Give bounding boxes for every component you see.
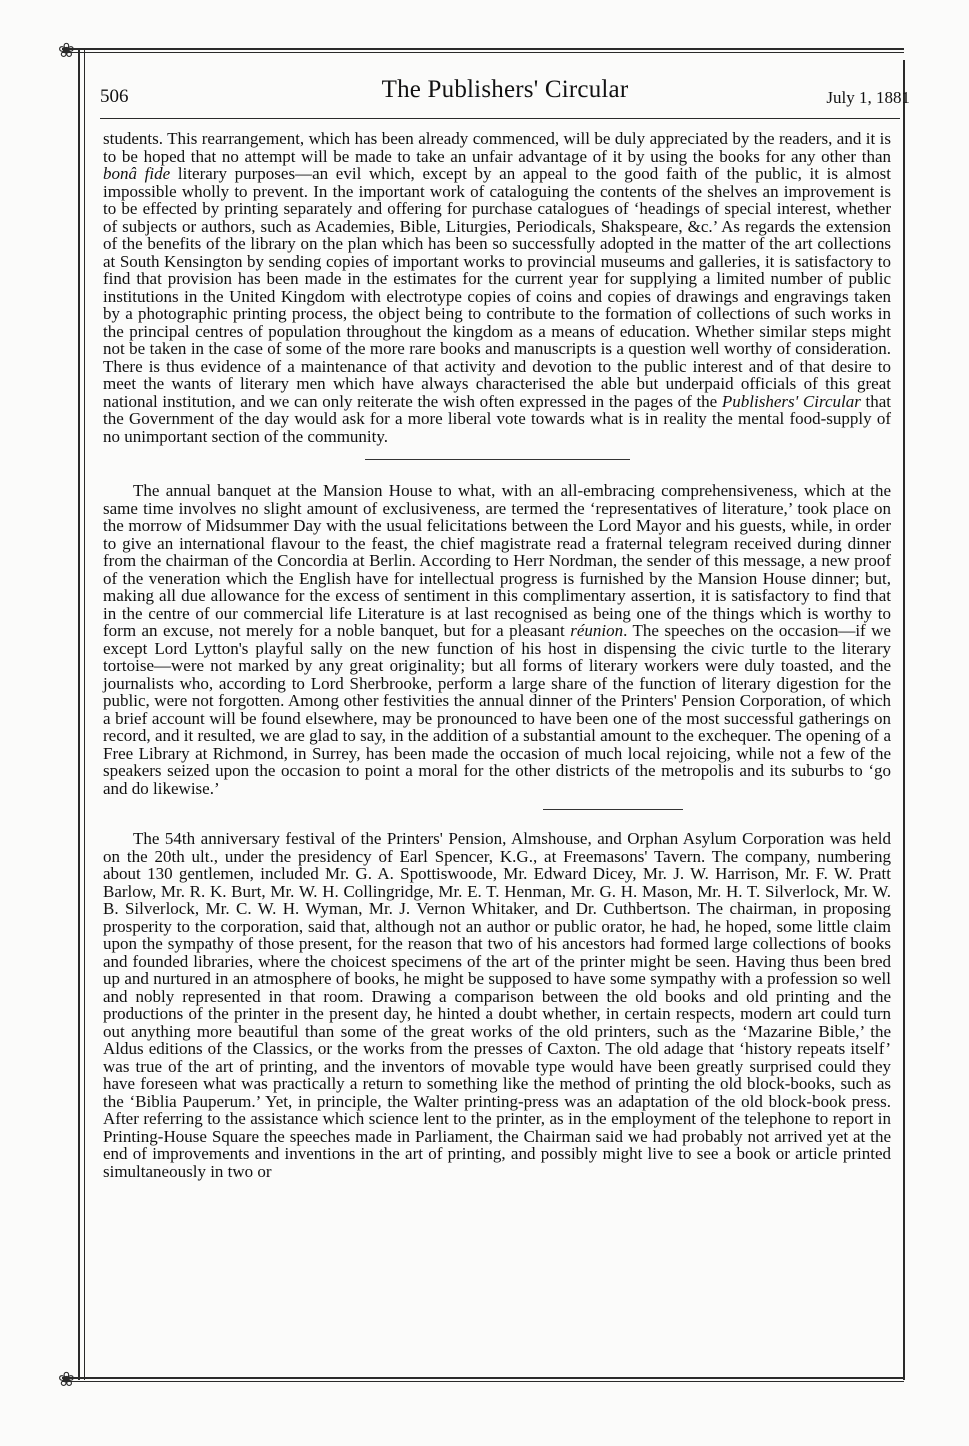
section-divider <box>365 459 630 460</box>
corner-ornament-icon: ❀ <box>58 1367 75 1391</box>
running-header <box>100 74 910 114</box>
top-border-rule <box>62 48 904 50</box>
bottom-border-rule <box>62 1377 904 1379</box>
italic-phrase: bonâ fide <box>103 164 171 183</box>
top-border-rule-thin <box>62 52 904 53</box>
section-divider <box>543 809 683 810</box>
article-paragraph: The 54th anniversary festival of the Printers' Pension, Almshouse, and Orphan Asylum Corporation was held on the 20th ult., under the presidency of Earl Spencer, K.G., at Freemasons' Tavern. The company, numbering about 130 gentlemen, included Mr. G. A. Spottiswoode, Mr. Edward Dicey, Mr. J. W. Harrison, Mr. F. W. Pratt Barlow, Mr. R. K. Burt, Mr. W. H. Collingridge, Mr. E. T. Henman, Mr. G. H. Mason, Mr. H. T. Silverlock, Mr. W. B. Silverlock, Mr. C. W. H. Wyman, Mr. J. Vernon Whitaker, and Dr. Cuthbertson. The chairman, in proposing prosperity to the corporation, said that, although not an author or public orator, he had, he hoped, some little claim upon the sympathy of those present, for the reason that two of his ancestors had formed large collections of books and founded libraries, where the choicest specimens of the art of the printer might be seen. Having thus been bred up and nurtured in an atmosphere of books, he might be supposed to have some sympathy with a profession so well and nobly represented in that room. Drawing a comparison between the old books and old printing and the productions of the printer in the present day, he hinted a doubt whether, in certain respects, modern art could turn out anything more beautiful than some of the great works of the old printers, such as the ‘Mazarine Bible,’ the Aldus editions of the Classics, or the works from the presses of Caxton. The old adage that ‘history repeats itself’ was true of the art of printing, and the inventors of movable type would have been greatly surprised could they have foreseen what was practically a return to something like the method of printing the old block-books, such as the ‘Biblia Pauperum.’ Yet, in principle, the Walter printing-press was an adaptation of the old block-book press. After referring to the assistance which science lent to the printer, as in the employment of the telephone to report in Printing-House Square the speeches made in Parliament, the Chairman said we had probably not arrived yet at the end of improvements and inventions in the art of printing, and possibly might live to see a book or article printed simultaneously in two or <box>103 829 891 1181</box>
article-body <box>103 130 891 1180</box>
article-paragraph: students. This rearrangement, which has been already commenced, will be duly appreciated by the readers, and it is to be hoped that no attempt will be made to take an unfair advantage of it by using the books for any other than bonâ fide literary purposes—an evil which, except by an appeal to the good faith of the public, it is almost impossible wholly to prevent. In the important work of cataloguing the contents of the shelves an improvement is to be effected by printing separately and offering for purchase catalogues of ‘headings of special interest, whether of subjects or authors, such as Academies, Bible, Liturgies, Periodicals, Shakspeare, &c.’ As regards the extension of the benefits of the library on the plan which has been so successfully adopted in the matter of the art collections at South Kensington by sending copies of important works to provincial museums and galleries, it is satisfactory to find that provision has been made in the estimates for the current year for supplying a limited number of public institutions in the United Kingdom with electrotype copies of coins and copies of drawings and engravings taken by a photographic printing process, the object being to contribute to the formation of collections of such works in the principal centres of population throughout the kingdom as a means of education. Whether similar steps might not be taken in the case of some of the more rare books and manuscripts is a question well worthy of consideration. There is thus evidence of a maintenance of that activity and devotion to the public interest and of that desire to meet the wants of literary men which have always characterised the able but underpaid officials of this great national institution, and we can only reiterate the wish often expressed in the pages of the Publishers' Circular that the Government of the day would ask for a more liberal vote towards what is in reality the mental food-supply of no unimportant section of the community. <box>103 129 891 446</box>
running-title: The Publishers' Circular <box>381 76 629 103</box>
italic-phrase: réunion <box>570 621 624 640</box>
right-border-rule <box>903 60 905 1380</box>
bottom-border-rule-thin <box>62 1381 904 1382</box>
header-underline <box>100 118 900 119</box>
issue-date: July 1, 1881 <box>826 88 910 107</box>
italic-title: Publishers' Circular <box>721 391 861 411</box>
article-paragraph: The annual banquet at the Mansion House to what, with an all-embracing comprehensiveness, which at the same time involves no slight amount of exclusiveness, are termed the ‘representatives of literature,’ took place on the morrow of Midsummer Day with the usual felicitations between the Lord Mayor and his guests, while, in order to give an international flavour to the feast, the chief magistrate read a fraternal telegram received during dinner from the chairman of the Concordia at Berlin. According to Herr Nordman, the sender of this message, a new proof of the veneration which the English have for intellectual progress is furnished by the Mansion House dinner; but, making all due allowance for the excess of sentiment in this complimentary assertion, it is satisfactory to find that in the centre of our commercial life Literature is at last recognised as being one of the things which is worthy to form an excuse, not merely for a noble banquet, but for a pleasant réunion. The speeches on the occasion—if we except Lord Lytton's playful sally on the new function of his host in dispensing the civic turtle to the literary tortoise—were not marked by any great originality; but all forms of literary workers were duly toasted, and the journalists who, according to Lord Sherbrooke, perform a large share of the function of literary digestion for the public, were not forgotten. Among other festivities the annual dinner of the Printers' Pension Corporation, of which a brief account will be found elsewhere, may be pronounced to have been one of the most successful gatherings on record, and it resulted, we are glad to say, in the addition of a substantial amount to the exchequer. The opening of a Free Library at Richmond, in Surrey, has been made the occasion of much local rejoicing, while not a few of the speakers seized upon the occasion to point a moral for the other districts of the metropolis and its suburbs to ‘go and do likewise.’ <box>103 481 891 798</box>
left-border-rule-thin <box>84 50 85 1380</box>
page-number: 506 <box>100 86 129 107</box>
corner-ornament-icon: ❀ <box>58 38 75 62</box>
left-border-rule <box>78 50 80 1380</box>
